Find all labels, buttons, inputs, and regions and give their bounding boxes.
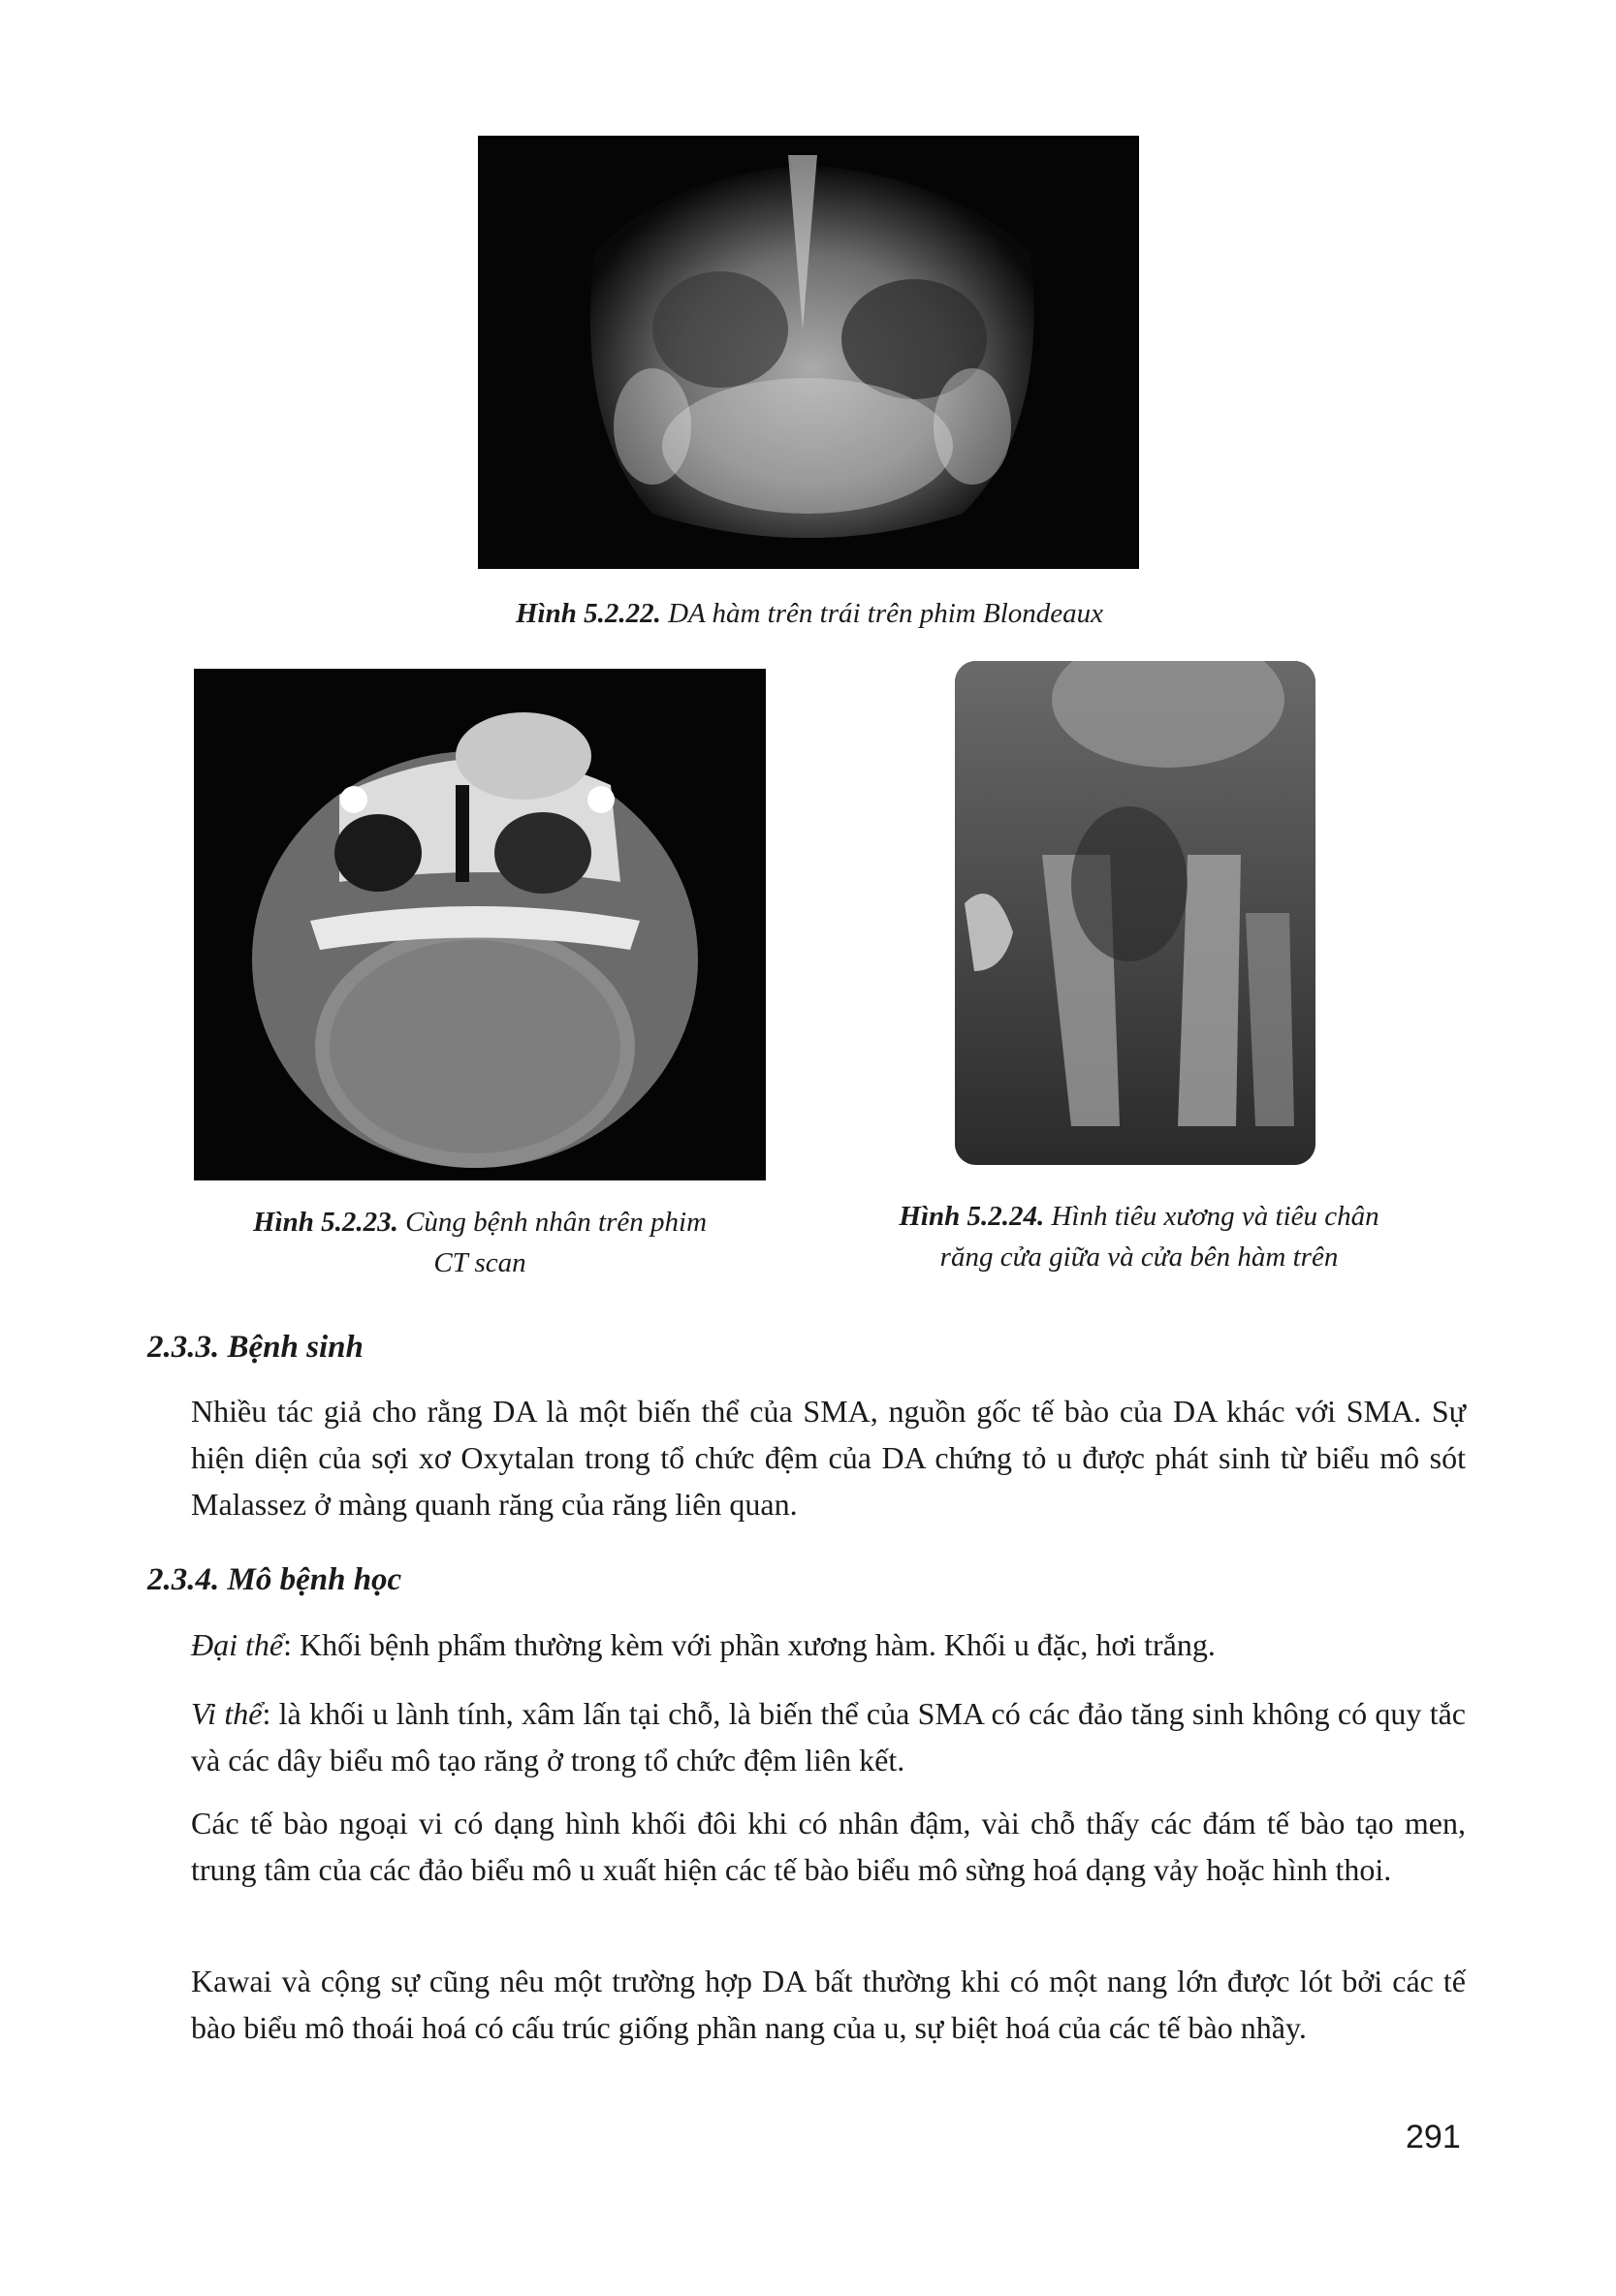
- xray-image-3: [955, 661, 1315, 1165]
- figure-caption-1: [388, 593, 1231, 634]
- paragraph-kawai: Kawai và cộng sự cũng nêu một trường hợp DA bất thường khi có một nang lớn được lót bởi các tế bào biểu mô thoái hoá có cấu trúc giống phần nang của u, sự biệt hoá của các tế bào nhầy.: [191, 1964, 1466, 2045]
- micro-text: : là khối u lành tính, xâm lấn tại chỗ, là biến thể của SMA có các đảo tăng sinh không có quy tắc và các dây biểu mô tạo răng ở trong tổ chức đệm liên kết.: [191, 1696, 1467, 1777]
- figure-caption-3: [834, 1196, 1444, 1277]
- paragraph-pathogenesis: Nhiều tác giả cho rằng DA là một biến thể của SMA, nguồn gốc tế bào của DA khác với SMA. Sự hiện diện của sợi xơ Oxytalan trong tổ chức đệm của DA chứng tỏ u được phát sinh từ biểu mô sót Malassez ở màng quanh răng của răng liên quan.: [191, 1394, 1466, 1522]
- caption-label: Hình 5.2.24.: [899, 1201, 1045, 1232]
- figure-ct-scan: [194, 669, 766, 1180]
- ct-image: [194, 669, 766, 1180]
- figure-periapical-xray: [955, 661, 1315, 1165]
- section-heading-pathogenesis: 2.3.3. Bệnh sinh: [147, 1330, 364, 1365]
- figure-blondeaux-xray: [478, 136, 1139, 569]
- section-heading-histopathology: 2.3.4. Mô bệnh học: [147, 1562, 402, 1597]
- page-number: 291: [1406, 2119, 1461, 2155]
- paragraph-microscopic: [191, 1690, 1466, 1783]
- caption-label: Hình 5.2.23.: [252, 1207, 398, 1238]
- caption-label: Hình 5.2.22.: [515, 598, 661, 629]
- caption-text-line2: răng cửa giữa và cửa bên hàm trên: [939, 1242, 1339, 1274]
- gross-text: : Khối bệnh phẩm thường kèm với phần xương hàm. Khối u đặc, hơi trắng.: [283, 1627, 1216, 1662]
- caption-text: Hình tiêu xương và tiêu chân: [1044, 1201, 1379, 1232]
- micro-label: Vi thể: [191, 1696, 263, 1731]
- paragraph-peripheral-cells: Các tế bào ngoại vi có dạng hình khối đôi khi có nhân đậm, vài chỗ thấy các đám tế bào tạo men, trung tâm của các đảo biểu mô u xuất hiện các tế bào biểu mô sừng hoá dạng vảy hoặc hình thoi.: [191, 1806, 1466, 1887]
- xray-frame: [955, 661, 1315, 1165]
- xray-image-1: [478, 136, 1139, 569]
- caption-text-line2: CT scan: [433, 1247, 526, 1279]
- figure-caption-2: [165, 1202, 795, 1283]
- gross-label: Đại thể: [191, 1627, 284, 1662]
- paragraph-gross: [191, 1621, 1466, 1668]
- caption-text: Cùng bệnh nhân trên phim: [397, 1207, 708, 1238]
- caption-text: DA hàm trên trái trên phim Blondeaux: [660, 598, 1104, 629]
